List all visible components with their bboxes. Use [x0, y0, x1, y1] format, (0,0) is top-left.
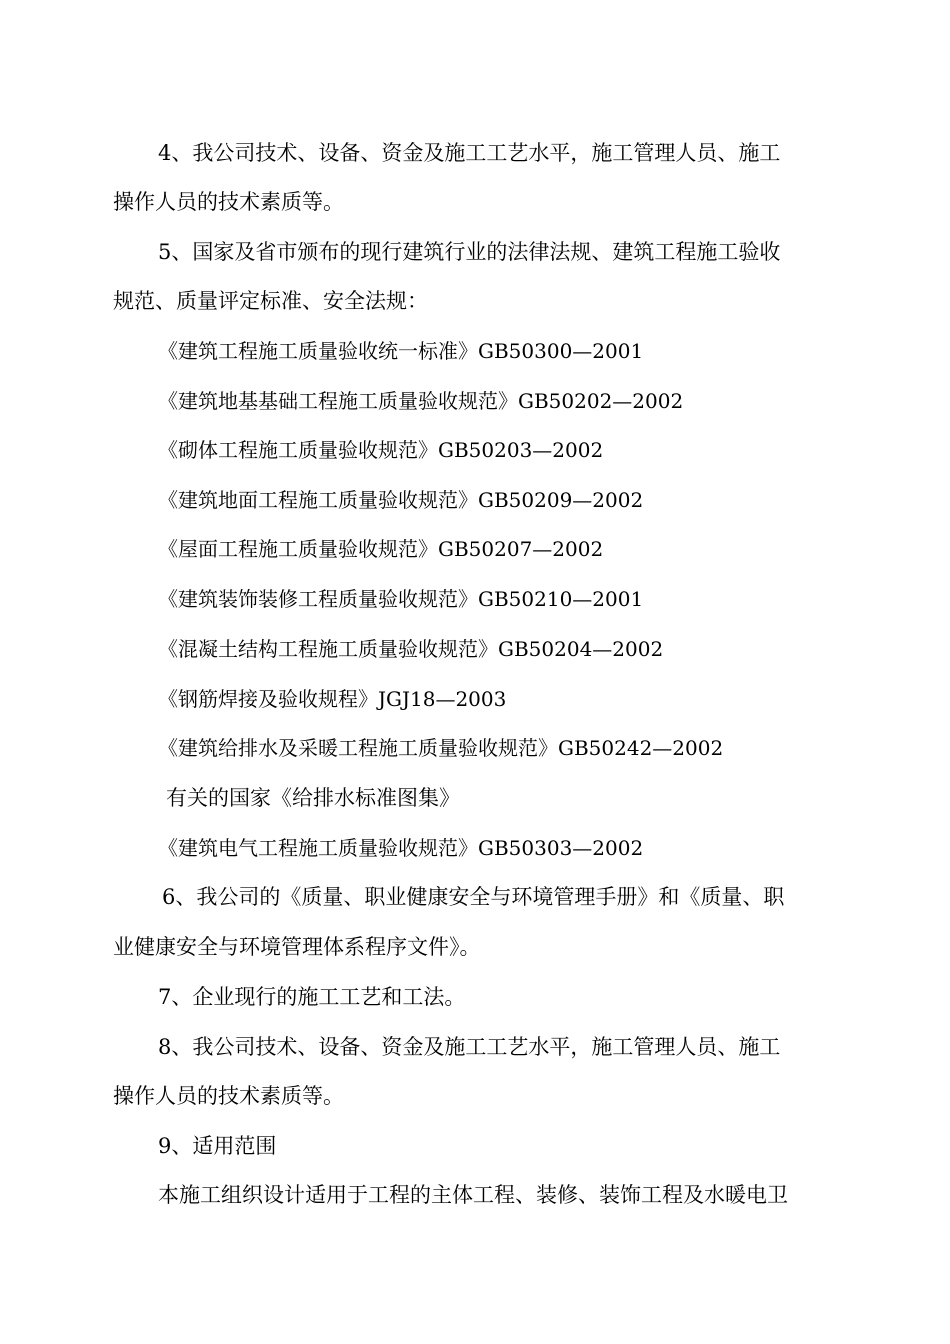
paragraph-8-line-2: 操作人员的技术素质等。: [113, 1084, 344, 1108]
paragraph-7: 7、企业现行的施工工艺和工法。: [158, 985, 466, 1009]
standard-item: 《屋面工程施工质量验收规范》GB50207—2002: [158, 537, 604, 561]
standard-item: 《建筑工程施工质量验收统一标准》GB50300—2001: [158, 339, 644, 363]
paragraph-4-line-1: 4、我公司技术、设备、资金及施工工艺水平，施工管理人员、施工: [158, 141, 781, 165]
paragraph-9: 9、适用范围: [158, 1134, 277, 1158]
standard-item: 《建筑地面工程施工质量验收规范》GB50209—2002: [158, 488, 644, 512]
standard-item-drawings: 有关的国家《给排水标准图集》: [166, 786, 460, 810]
standard-item: 《建筑给排水及采暖工程施工质量验收规范》GB50242—2002: [158, 736, 724, 760]
paragraph-10-line-1: 本施工组织设计适用于工程的主体工程、装修、装饰工程及水暖电卫: [158, 1183, 788, 1207]
standard-item: 《建筑电气工程施工质量验收规范》GB50303—2002: [158, 836, 644, 860]
standard-item: 《砌体工程施工质量验收规范》GB50203—2002: [158, 438, 604, 462]
paragraph-5-line-1: 5、国家及省市颁布的现行建筑行业的法律法规、建筑工程施工验收: [158, 240, 781, 264]
paragraph-6-line-1: 6、我公司的《质量、职业健康安全与环境管理手册》和《质量、职: [162, 885, 785, 909]
paragraph-8-line-1: 8、我公司技术、设备、资金及施工工艺水平，施工管理人员、施工: [158, 1035, 781, 1059]
standard-item: 《钢筋焊接及验收规程》JGJ18—2003: [158, 687, 507, 711]
paragraph-4-line-2: 操作人员的技术素质等。: [113, 190, 344, 214]
standard-item: 《建筑装饰装修工程质量验收规范》GB50210—2001: [158, 587, 644, 611]
paragraph-6-line-2: 业健康安全与环境管理体系程序文件》。: [113, 935, 481, 959]
standard-item: 《建筑地基基础工程施工质量验收规范》GB50202—2002: [158, 389, 684, 413]
paragraph-5-line-2: 规范、质量评定标准、安全法规：: [113, 289, 428, 313]
standard-item: 《混凝土结构工程施工质量验收规范》GB50204—2002: [158, 637, 664, 661]
